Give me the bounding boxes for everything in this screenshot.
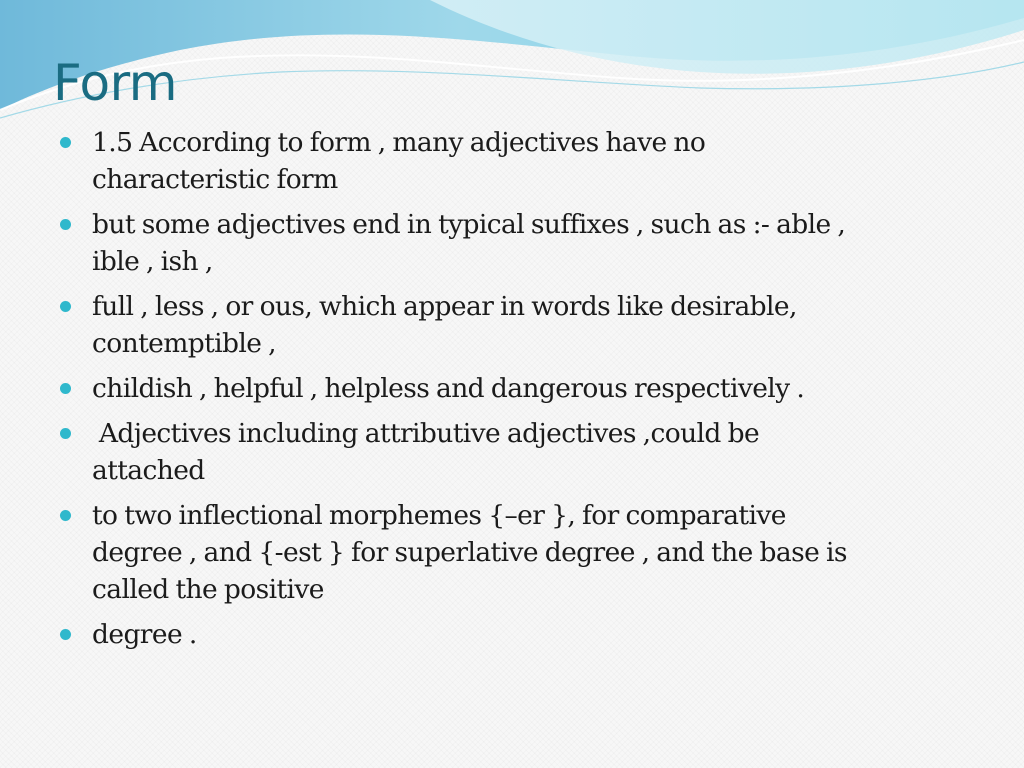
bullet-item bbox=[60, 370, 990, 407]
bullet-item bbox=[60, 124, 990, 198]
bullet-text: 1.5 According to form , many adjectives have no characteristic form bbox=[92, 127, 706, 195]
bullet-text: degree . bbox=[92, 619, 197, 650]
bullet-text: to two inflectional morphemes {–er }, for comparative degree , and {-est } for superlative degree , and the base is called the positive bbox=[92, 500, 847, 605]
bullet-text: full , less , or ous, which appear in words like desirable, contemptible , bbox=[92, 291, 797, 359]
bullet-dot-icon bbox=[60, 301, 71, 312]
bullet-text: Adjectives including attributive adjectives ,could be attached bbox=[92, 418, 760, 486]
bullet-dot-icon bbox=[60, 629, 71, 640]
bullet-text: childish , helpful , helpless and dangerous respectively . bbox=[92, 373, 805, 404]
bullet-item bbox=[60, 288, 990, 362]
bullet-dot-icon bbox=[60, 428, 71, 439]
bullet-item bbox=[60, 206, 990, 280]
bullet-dot-icon bbox=[60, 510, 71, 521]
bullet-dot-icon bbox=[60, 383, 71, 394]
bullet-dot-icon bbox=[60, 219, 71, 230]
bullet-text: but some adjectives end in typical suffixes , such as :- able , ible , ish , bbox=[92, 209, 846, 277]
bullet-list bbox=[60, 124, 990, 661]
bullet-dot-icon bbox=[60, 137, 71, 148]
bullet-item bbox=[60, 616, 990, 653]
bullet-item bbox=[60, 415, 990, 489]
slide-title: Form bbox=[53, 54, 177, 112]
bullet-item bbox=[60, 497, 990, 608]
